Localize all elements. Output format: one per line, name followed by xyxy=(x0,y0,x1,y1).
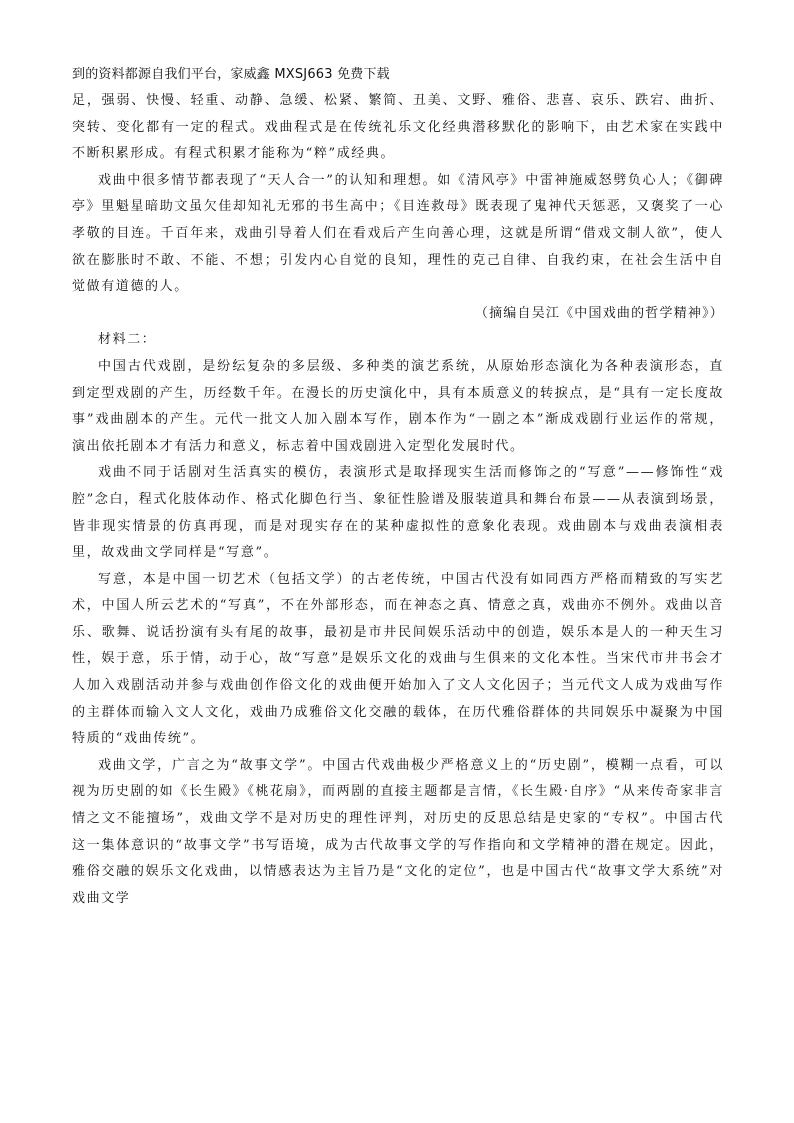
paragraph-xieyi-performance: 戏曲不同于话剧对生活真实的模仿，表演形式是取择现实生活而修饰之的“写意”——修饰性“戏腔”念白，程式化肢体动作、格式化脚色行当、象征性脸谱及服装道具和舞台布景——从表演到场景，皆非现实情景的仿真再现，而是对现实存在的某种虚拟性的意象化表现。戏曲剧本与戏曲表演相表里，故戏曲文学同样是“写意”。 xyxy=(72,465,724,561)
paragraph-continued: 足，强弱、快慢、轻重、动静、急缓、松紧、繁简、丑美、文野、雅俗、悲喜、哀乐、跌宕、曲折、突转、变化都有一定的程式。戏曲程式是在传统礼乐文化经典潜移默化的影响下，由艺术家在实践中不断积累形成。有程式积累才能称为“粹”成经典。 xyxy=(72,93,724,162)
paragraph-xieyi-tradition: 写意，本是中国一切艺术（包括文学）的古老传统，中国古代没有如同西方严格而精致的写实艺术，中国人所云艺术的“写真”，不在外部形态，而在神态之真、情意之真，戏曲亦不例外。戏曲以音乐、歌舞、说话扮演有头有尾的故事，最初是市井民间娱乐活动中的创造，娱乐本是人的一种天生习性，娱于意，乐于情，动于心，故“写意”是娱乐文化的戏曲与生俱来的文化本性。当宋代市井书会才人加入戏剧活动并参与戏曲创作俗文化的戏曲便开始加入了文人文化因子；当元代文人成为戏曲写作的主群体而输入文人文化，戏曲乃成雅俗文化交融的载体，在历代雅俗群体的共同娱乐中凝聚为中国特质的“戏曲传统”。 xyxy=(72,571,724,747)
header-notice: 到的资料都源自我们平台，家威鑫 MXSJ663 免费下载 xyxy=(72,67,390,82)
paragraph-ancient-drama: 中国古代戏剧，是纷纭复杂的多层级、多种类的演艺系统，从原始形态演化为各种表演形态，直到定型戏剧的产生，历经数千年。在漫长的历史演化中，具有本质意义的转捩点，是“具有一定长度故事”戏曲剧本的产生。元代一批文人加入剧本写作，剧本作为“一剧之本”渐成戏剧行业运作的常规，演出依托剧本才有活力和意义，标志着中国戏剧进入定型化发展时代。 xyxy=(72,358,724,454)
document-page xyxy=(72,62,724,912)
paragraph-tianren: 戏曲中很多情节都表现了“天人合一”的认知和理想。如《清风亭》中雷神施威怒劈负心人；《御碑亭》里魁星暗助文虽欠佳却知礼无邪的书生高中；《目连救母》既表现了鬼神代天惩恶，又褒奖了一心孝敬的目连。千百年来，戏曲引导着人们在看戏后产生向善心理，这就是所谓“借戏文制人欲”，使人欲在膨胀时不敢、不能、不想；引发内心自觉的良知，理性的克己自律、自我约束，在社会生活中自觉做有道德的人。 xyxy=(72,172,724,295)
source-citation: （摘编自吴江《中国戏曲的哲学精神》） xyxy=(474,305,724,321)
material-two-label: 材料二： xyxy=(98,332,157,348)
paragraph-story-literature: 戏曲文学，广言之为“故事文学”。中国古代戏曲极少严格意义上的“历史剧”，模糊一点看，可以视为历史剧的如《长生殿》《桃花扇》，而两剧的直接主题都是言情，《长生殿·自序》“从来传奇家非言情之文不能擅场”，戏曲文学不是对历史的理性评判，对历史的反思总结是史家的“专权”。中国古代这一集体意识的“故事文学”书写语境，成为古代故事文学的写作指向和文学精神的潜在规定。因此，雅俗交融的娱乐文化戏曲，以情感表达为主旨乃是“文化的定位”，也是中国古代“故事文学大系统”对戏曲文学 xyxy=(72,757,724,906)
